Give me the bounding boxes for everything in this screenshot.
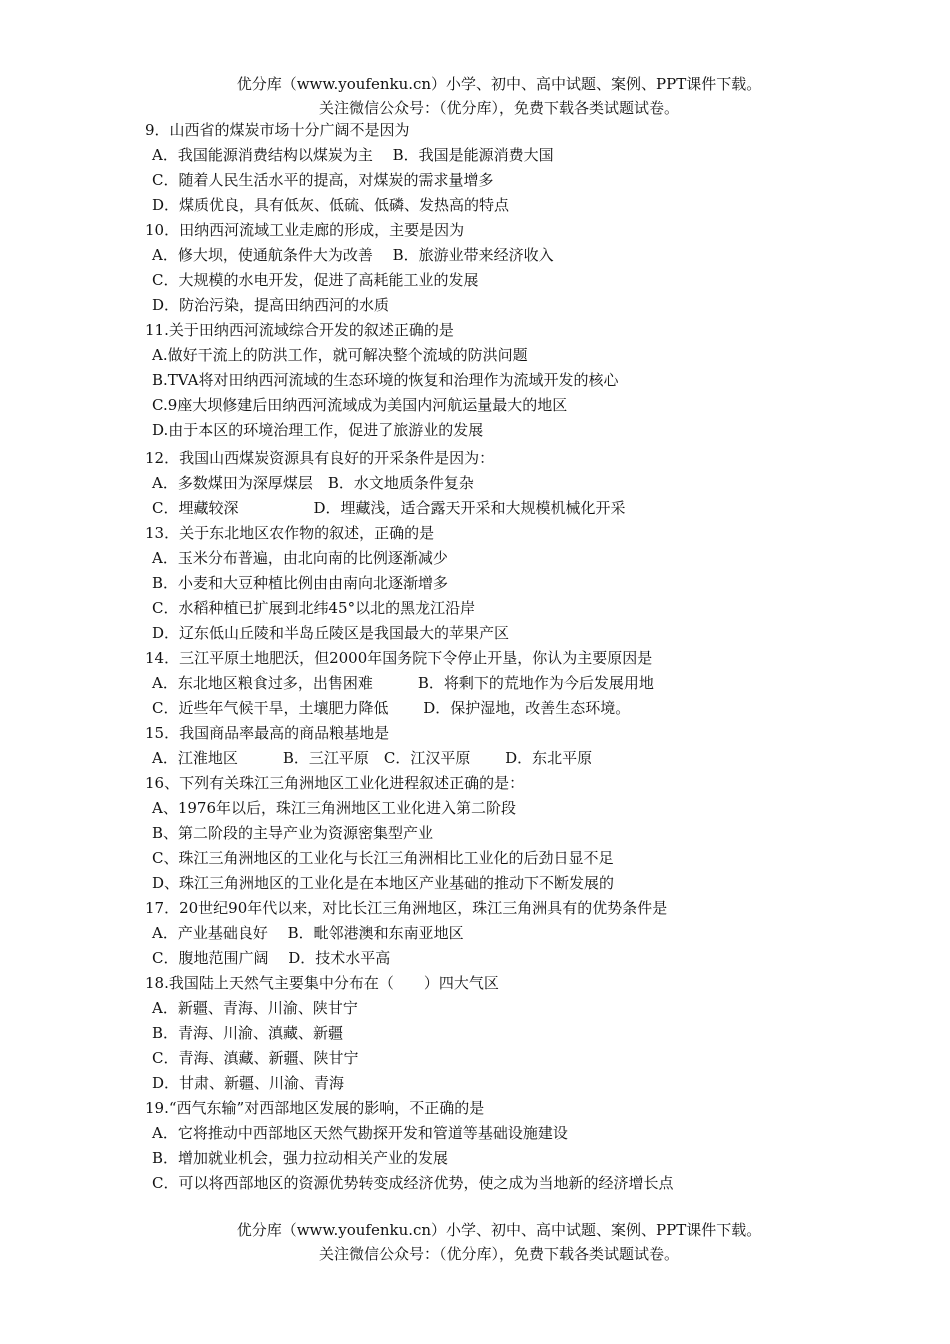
answer-option: C．可以将西部地区的资源优势转变成经济优势，使之成为当地新的经济增长点	[152, 1174, 674, 1192]
question-stem: 13．关于东北地区农作物的叙述，正确的是	[145, 524, 435, 542]
answer-option: B、第二阶段的主导产业为资源密集型产业	[152, 824, 434, 842]
answer-option: C．腹地范围广阔 D．技术水平高	[152, 949, 391, 967]
question-stem: 9．山西省的煤炭市场十分广阔不是因为	[145, 121, 410, 139]
answer-option: C．青海、滇藏、新疆、陕甘宁	[152, 1049, 359, 1067]
answer-option: A．新疆、青海、川渝、陕甘宁	[152, 999, 358, 1017]
answer-option: D．防治污染，提高田纳西河的水质	[152, 296, 390, 314]
answer-option: A．江淮地区 B．三江平原 C．江汉平原 D．东北平原	[152, 749, 593, 767]
answer-option: A．东北地区粮食过多，出售困难 B．将剩下的荒地作为今后发展用地	[152, 674, 654, 692]
answer-option: A、1976年以后，珠江三角洲地区工业化进入第二阶段	[152, 799, 517, 817]
question-stem: 18.我国陆上天然气主要集中分布在（ ）四大气区	[145, 974, 499, 992]
answer-option: A．它将推动中西部地区天然气勘探开发和管道等基础设施建设	[152, 1124, 568, 1142]
question-stem: 19.“西气东输”对西部地区发展的影响，不正确的是	[145, 1099, 485, 1117]
question-list	[145, 118, 845, 1196]
answer-option: D、珠江三角洲地区的工业化是在本地区产业基础的推动下不断发展的	[152, 874, 615, 892]
answer-option: D．煤质优良，具有低灰、低硫、低磷、发热高的特点	[152, 196, 510, 214]
question-stem: 15．我国商品率最高的商品粮基地是	[145, 724, 390, 742]
answer-option: D．甘肃、新疆、川渝、青海	[152, 1074, 345, 1092]
header-line-2: 关注微信公众号：（优分库），免费下载各类试题试卷。	[318, 99, 679, 117]
answer-option: A．修大坝，使通航条件大为改善 B．旅游业带来经济收入	[152, 246, 554, 264]
answer-option: C．大规模的水电开发，促进了高耗能工业的发展	[152, 271, 479, 289]
answer-option: B．小麦和大豆种植比例由由南向北逐渐增多	[152, 574, 449, 592]
answer-option: C.9座大坝修建后田纳西河流域成为美国内河航运量最大的地区	[152, 396, 568, 414]
page-footer	[0, 1218, 950, 1266]
answer-option: C．近些年气候干旱，土壤肥力降低 D．保护湿地，改善生态环境。	[152, 699, 631, 717]
header-line-1: 优分库（www.youfenku.cn）小学、初中、高中试题、案例、PPT课件下载。	[236, 75, 762, 93]
question-stem: 14．三江平原土地肥沃，但2000年国务院下令停止开垦，你认为主要原因是	[145, 649, 653, 667]
answer-option: D．辽东低山丘陵和半岛丘陵区是我国最大的苹果产区	[152, 624, 510, 642]
question-stem: 12．我国山西煤炭资源具有良好的开采条件是因为：	[145, 449, 495, 467]
answer-option: A．我国能源消费结构以煤炭为主 B．我国是能源消费大国	[152, 146, 554, 164]
footer-line-2: 关注微信公众号：（优分库），免费下载各类试题试卷。	[318, 1245, 679, 1263]
answer-option: D.由于本区的环境治理工作，促进了旅游业的发展	[152, 421, 484, 439]
answer-option: A．产业基础良好 B．毗邻港澳和东南亚地区	[152, 924, 464, 942]
answer-option: C．水稻种植已扩展到北纬45°以北的黑龙江沿岸	[152, 599, 476, 617]
answer-option: A．玉米分布普遍，由北向南的比例逐渐减少	[152, 549, 448, 567]
question-stem: 11.关于田纳西河流域综合开发的叙述正确的是	[145, 321, 454, 339]
answer-option: C．埋藏较深 D．埋藏浅，适合露天开采和大规模机械化开采	[152, 499, 626, 517]
question-stem: 17．20世纪90年代以来，对比长江三角洲地区，珠江三角洲具有的优势条件是	[145, 899, 668, 917]
answer-option: B．青海、川渝、滇藏、新疆	[152, 1024, 344, 1042]
answer-option: C．随着人民生活水平的提高，对煤炭的需求量增多	[152, 171, 494, 189]
question-stem: 16、下列有关珠江三角洲地区工业化进程叙述正确的是：	[145, 774, 525, 792]
answer-option: A．多数煤田为深厚煤层 B．水文地质条件复杂	[152, 474, 474, 492]
answer-option: A.做好干流上的防洪工作，就可解决整个流域的防洪问题	[152, 346, 528, 364]
question-stem: 10．田纳西河流域工业走廊的形成，主要是因为	[145, 221, 465, 239]
answer-option: C、珠江三角洲地区的工业化与长江三角洲相比工业化的后劲日显不足	[152, 849, 614, 867]
footer-line-1: 优分库（www.youfenku.cn）小学、初中、高中试题、案例、PPT课件下载。	[236, 1221, 762, 1239]
page-header	[0, 72, 950, 120]
answer-option: B.TVA将对田纳西河流域的生态环境的恢复和治理作为流域开发的核心	[152, 371, 619, 389]
answer-option: B．增加就业机会，强力拉动相关产业的发展	[152, 1149, 449, 1167]
